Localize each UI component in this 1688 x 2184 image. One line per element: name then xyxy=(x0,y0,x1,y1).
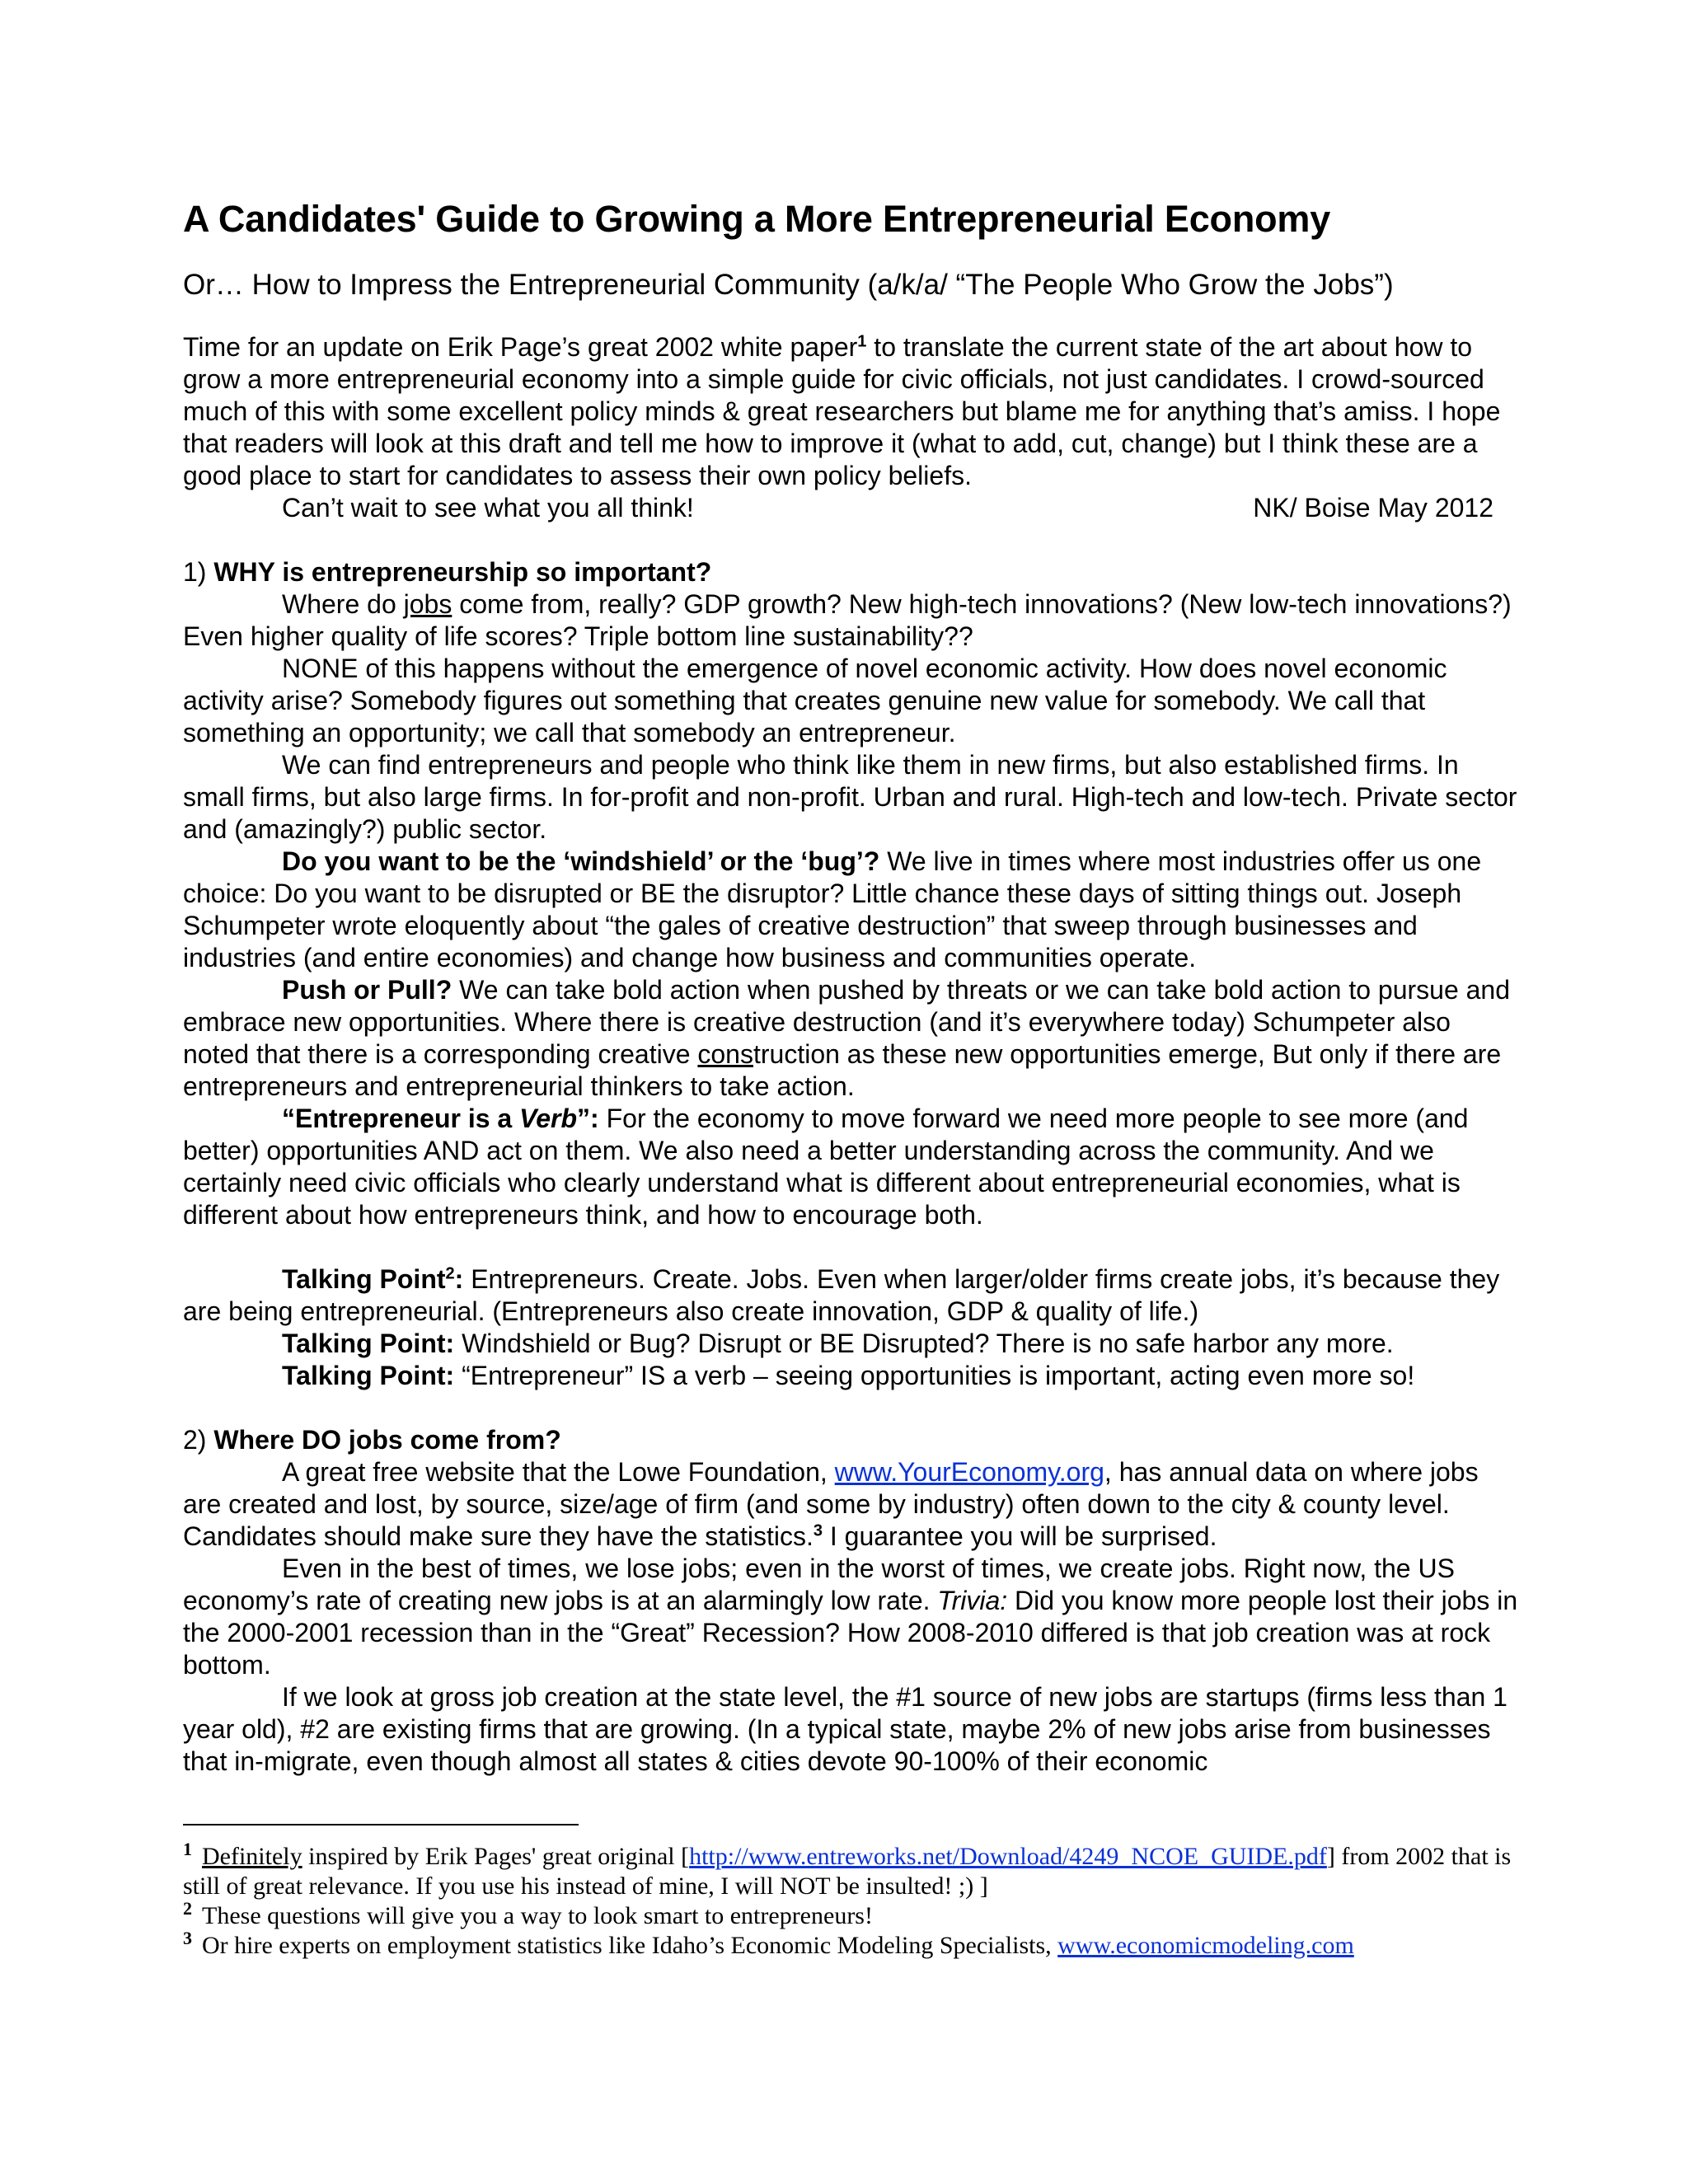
talking-point-3 xyxy=(183,1360,1518,1392)
footnote-1 xyxy=(183,1839,1518,1901)
text-run: inspired by Erik Pages' great original [ xyxy=(302,1843,690,1870)
text-run: Windshield or Bug? Disrupt or BE Disrupted? There is no safe harbor any more. xyxy=(454,1329,1394,1358)
text-run: Talking Point xyxy=(282,1264,446,1294)
your-economy-link[interactable]: www.YourEconomy.org xyxy=(834,1457,1104,1487)
intro-closing: Can’t wait to see what you all think! xyxy=(282,493,694,523)
section-2-paragraph-3: If we look at gross job creation at the state level, the #1 source of new jobs are startups (firms less than 1 year old), #2 are existing firms that are growing. (In a typical state, maybe 2% of new jobs arise from businesses that in-migrate, even though almost all states & cities devote 90-100% of their economic xyxy=(183,1682,1507,1776)
text-run: Did you know more people lost their jobs in the 2000-2001 recession than in the “Great” Recession? How 2008-2010 differed is that job creation was at rock bottom. xyxy=(183,1586,1518,1680)
section-2-number: 2) xyxy=(183,1425,214,1455)
italic-verb: Verb xyxy=(519,1104,578,1133)
underlined-jobs: jobs xyxy=(403,589,452,619)
text-run: , has annual data on where jobs are created and lost, by source, size/age of firm (and some by industry) often down to the city & county level. Candidates should make sure they have the statistics. xyxy=(183,1457,1479,1551)
intro-text-a: Time for an update on Erik Page’s great 2002 white paper xyxy=(183,332,858,362)
text-run: These questions will give you a way to look smart to entrepreneurs! xyxy=(202,1902,873,1929)
footnote-3 xyxy=(183,1928,1518,1961)
footnote-mark: 2 xyxy=(183,1898,192,1919)
section-1-paragraph-2: NONE of this happens without the emergence of novel economic activity. How does novel economic activity arise? Somebody figures out something that creates genuine new value for somebody. We call that something an opportunity; we call that somebody an entrepreneur. xyxy=(183,654,1447,748)
text-run: We can take bold action when pushed by threats or we can take bold action to pursue and embrace new opportunities. Where there is creative destruction (and it’s everywhere today) Schumpeter also noted that there is a corresponding creative xyxy=(183,975,1511,1069)
entreworks-link[interactable]: http://www.entreworks.net/Download/4249_NCOE_GUIDE.pdf xyxy=(689,1843,1327,1870)
document-subtitle: Or… How to Impress the Entrepreneurial Community (a/k/a/ “The People Who Grow the Jobs”) xyxy=(183,269,1394,301)
underlined-cons: cons xyxy=(697,1039,753,1069)
section-1-paragraph-5 xyxy=(183,974,1518,1103)
text-run: truction as these new opportunities emerge, But only if there are entrepreneurs and entrepreneurial thinkers to take action. xyxy=(183,1039,1502,1101)
section-1-number: 1) xyxy=(183,557,214,587)
footnote-ref-3[interactable]: 3 xyxy=(813,1521,823,1540)
text-run: I guarantee you will be surprised. xyxy=(822,1521,1217,1551)
bold-lead: Push or Pull? xyxy=(282,975,452,1005)
text-run: ] from 2002 that is still of great relevance. If you use his instead of mine, I will NOT be insulted! ;) ] xyxy=(183,1843,1512,1900)
text-run: come from, really? GDP growth? New high-tech innovations? (New low-tech innovations?) Even higher quality of life scores? Triple bottom line sustainability?? xyxy=(183,589,1512,651)
section-1-title: WHY is entrepreneurship so important? xyxy=(213,557,712,587)
section-2-heading xyxy=(183,1424,1518,1456)
text-run: ”: xyxy=(577,1104,599,1133)
footnotes-area xyxy=(183,1824,1518,1961)
text-run: Entrepreneurs. Create. Jobs. Even when larger/older firms create jobs, it’s because they are being entrepreneurial. (Entrepreneurs also create innovation, GDP & quality of life.) xyxy=(183,1264,1500,1326)
bold-lead xyxy=(282,1104,599,1133)
talking-point-label: Talking Point: xyxy=(282,1361,455,1390)
intro-signoff xyxy=(183,492,1518,524)
section-1-paragraph-3: We can find entrepreneurs and people who think like them in new firms, but also established firms. In small firms, but also large firms. In for-profit and non-profit. Urban and rural. High-tech and low-tech. Private sector and (amazingly?) public sector. xyxy=(183,750,1517,844)
text-run: Where do xyxy=(282,589,404,619)
bold-lead: Do you want to be the ‘windshield’ or the ‘bug’? xyxy=(282,846,880,876)
text-run: For the economy to move forward we need more people to see more (and better) opportunities AND act on them. We also need a better understanding across the community. And we certainly need civic officials who clearly understand what is different about entrepreneurial economies, what is different about how entrepreneurs think, and how to encourage both. xyxy=(183,1104,1469,1230)
footnote-mark: 3 xyxy=(183,1928,192,1948)
text-run: “Entrepreneur” IS a verb – seeing opportunities is important, acting even more so! xyxy=(454,1361,1415,1390)
intro-paragraph xyxy=(183,331,1518,492)
text-run: Or hire experts on employment statistics like Idaho’s Economic Modeling Specialists, xyxy=(202,1932,1058,1959)
section-1-paragraph-4 xyxy=(183,846,1518,974)
talking-point-label xyxy=(282,1264,463,1294)
text-run: A great free website that the Lowe Foundation, xyxy=(282,1457,835,1487)
text-run: We live in times where most industries offer us one choice: Do you want to be disrupted or BE the disruptor? Little chance these days of sitting things out. Joseph Schumpeter wrote eloquently about “the gales of creative destruction” that sweep through businesses and industries (and entire economies) and change how business and communities operate. xyxy=(183,846,1482,972)
footnote-2 xyxy=(183,1898,1518,1931)
section-1-paragraph-1 xyxy=(183,588,1518,653)
document-title: A Candidates' Guide to Growing a More Entrepreneurial Economy xyxy=(183,198,1331,240)
section-2-paragraph-1 xyxy=(183,1456,1518,1553)
document-body xyxy=(183,196,1518,1778)
talking-point-1 xyxy=(183,1263,1518,1328)
text-run: “Entrepreneur is a xyxy=(282,1104,520,1133)
text-run: : xyxy=(454,1264,464,1294)
economicmodeling-link[interactable]: www.economicmodeling.com xyxy=(1057,1932,1354,1959)
section-1-heading xyxy=(183,556,1518,588)
section-2-title: Where DO jobs come from? xyxy=(213,1425,561,1455)
footnote-separator xyxy=(183,1824,579,1825)
footnote-ref-1[interactable]: 1 xyxy=(857,332,867,351)
intro-text-b: to translate the current state of the art about how to grow a more entrepreneurial economy into a simple guide for civic officials, not just candidates. I crowd-sourced much of this with some excellent policy minds & great researchers but blame me for anything that’s amiss. I hope that readers will look at this draft and tell me how to improve it (what to add, cut, change) but I think these are a good place to start for candidates to assess their own policy beliefs. xyxy=(183,332,1501,490)
underlined-definitely: Definitely xyxy=(202,1843,302,1870)
section-1-paragraph-6 xyxy=(183,1103,1518,1231)
footnote-ref-2[interactable]: 2 xyxy=(445,1264,455,1283)
section-2-paragraph-2 xyxy=(183,1553,1518,1681)
talking-point-label: Talking Point: xyxy=(282,1329,455,1358)
italic-trivia: Trivia: xyxy=(937,1586,1008,1615)
footnote-mark: 1 xyxy=(183,1839,192,1859)
talking-point-2 xyxy=(183,1328,1518,1360)
intro-signature: NK/ Boise May 2012 xyxy=(1253,493,1493,523)
text-run: Even in the best of times, we lose jobs; even in the worst of times, we create jobs. Right now, the US economy’s rate of creating new jobs is at an alarmingly low rate. xyxy=(183,1554,1455,1615)
